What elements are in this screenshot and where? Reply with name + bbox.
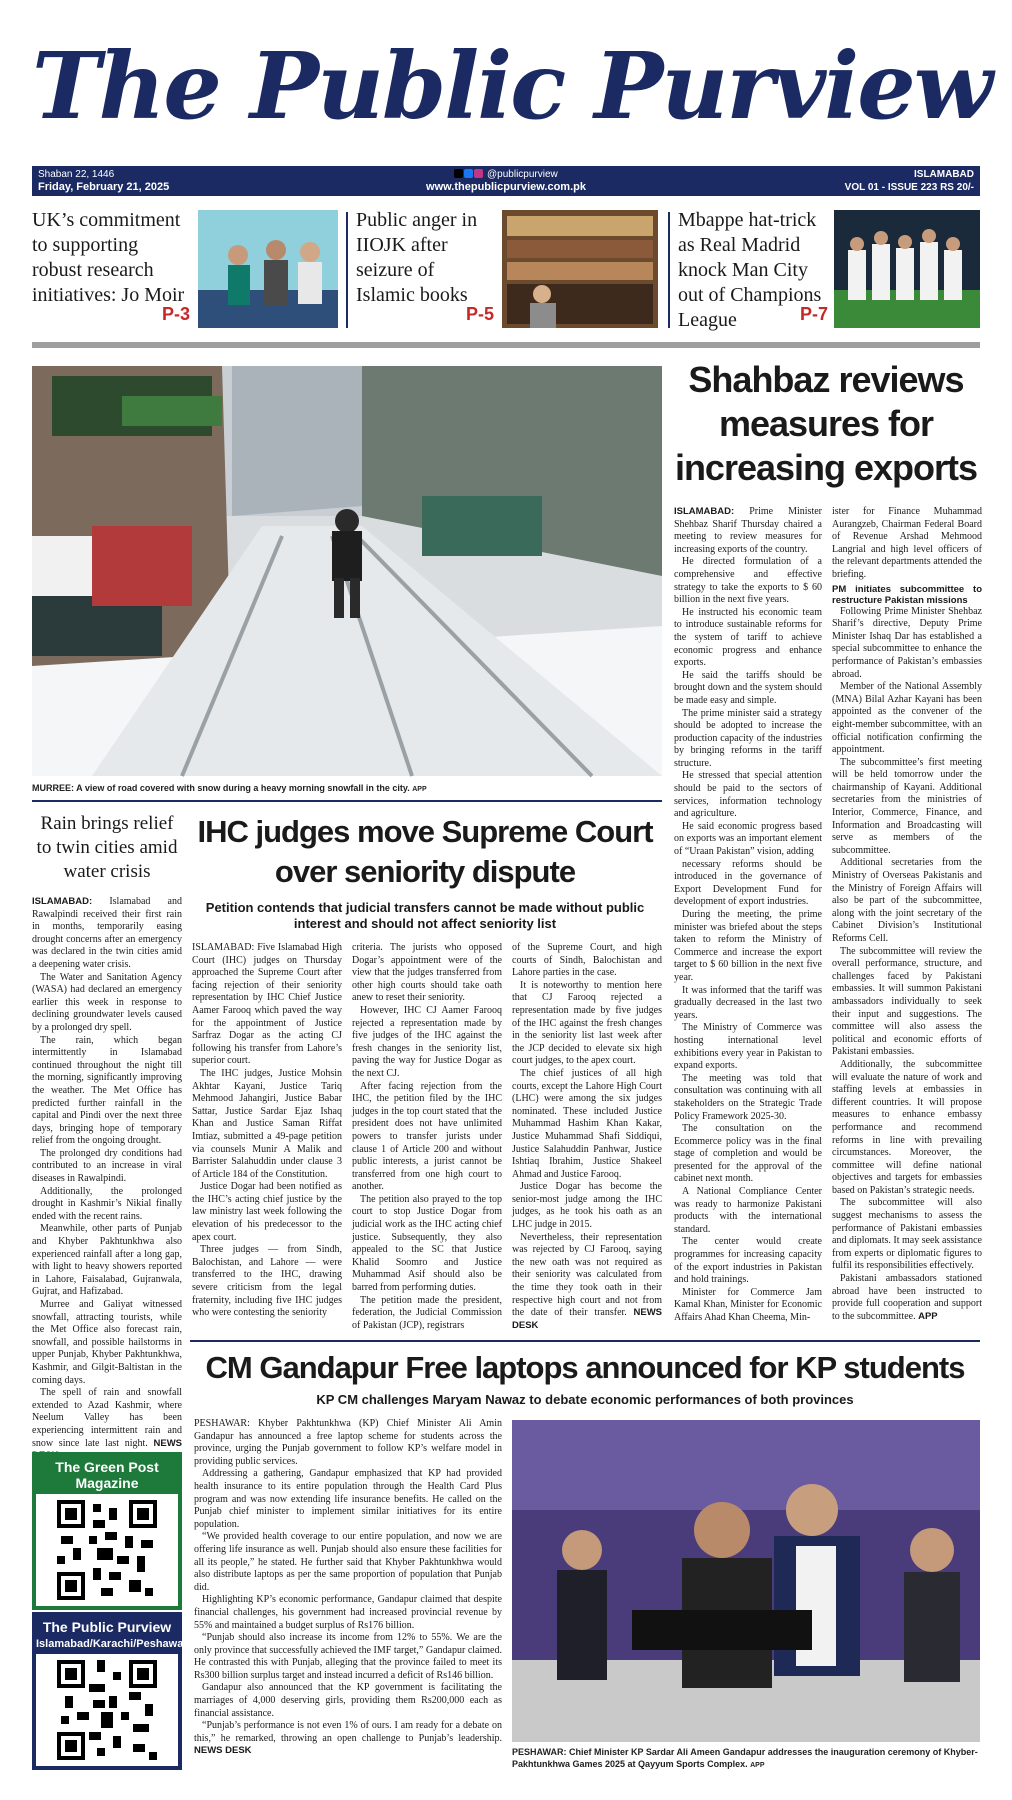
article-paragraph: Additionally, the subcommittee will evaluate the nature of work and staffing levels at embassies in different countries. It will propose measures to enhance embassy performance and recommend reforms in line with prevailing circumstances. Moreover, the committee will define national objectives and targets for embassies based on Pakistan’s strategic needs. — [832, 1058, 982, 1196]
article-paragraph: He instructed his economic team to introduce sustainable reforms for the system of tariff to achieve economic progress and enhance exports. — [674, 606, 822, 669]
article-paragraph: “Punjab should also increase its income from 12% to 55%. We are the only province that successfully achieved the IMF target,” Gandapur claimed. He contrasted this with Punjab, alleging that the province failed to meet its Rs300 billion surplus target and instead incurred a deficit of Rs146 billion. — [194, 1632, 502, 1681]
facebook-icon[interactable] — [464, 169, 473, 178]
lead-photo — [32, 366, 662, 776]
ihc-column-2 — [352, 942, 502, 1336]
article-paragraph: Minister for Commerce Jam Kamal Khan, Minister for Economic Affairs Ahad Khan Cheema, Min- — [674, 1286, 822, 1323]
cm-subheadline: KP CM challenges Maryam Nawaz to debate economic performances of both provinces — [316, 1392, 854, 1407]
article-paragraph: It was informed that the tariff was gradually decreased in the last two years. — [674, 984, 822, 1021]
article-paragraph: A National Compliance Center was ready to harmonize Pakistani products with the international standard. — [674, 1186, 822, 1235]
dateline: ISLAMABAD: — [674, 506, 735, 517]
shahbaz-column-2 — [832, 506, 982, 1332]
article-paragraph: ISLAMABAD: Prime Minister Shehbaz Sharif Thursday chaired a meeting to review measures for increasing exports of the country. — [674, 506, 822, 555]
social-handle-row — [32, 168, 980, 181]
caption-credit: APP — [412, 786, 427, 793]
article-paragraph: However, IHC CJ Aamer Farooq rejected a representation made by five judges of the IHC against the fresh changes in the seniority list, paving the way for Justice Dogar as the next CJ. — [352, 1004, 502, 1079]
article-paragraph: ISLAMABAD: Five Islamabad High Court (IHC) judges on Thursday approached the Supreme Court after facing rejection of their seniority representation by IHC Chief Justice Aamer Farooq which paved the way for the appointment of Justice Sarfraz Dogar as the acting CJ following his transfer from Lahore’s superior court. — [192, 942, 342, 1067]
article-paragraph: Following Prime Minister Shehbaz Sharif’s directive, Deputy Prime Minister Ishaq Dar has established a special subcommittee to enhance the performance of Pakistan’s embassies abroad. — [832, 605, 982, 680]
article-paragraph: Highlighting KP’s economic performance, Gandapur claimed that despite financial challenges, his government had increased provincial revenue by 55% and maintained a budget surplus of Rs176 billion. — [194, 1594, 502, 1631]
qr-box-public-purview[interactable] — [32, 1612, 188, 1770]
article-paragraph: necessary reforms should be introduced in the governance of Export Development Fund for development of export industries. — [674, 858, 822, 908]
article-paragraph: During the meeting, the prime minister was briefed about the steps taken to reform the Ministry of Commerce and increase the export target to $ 60 billion in the next five year. — [674, 909, 822, 983]
article-subhead: PM initiates subcommittee to restructure Pakistan missions — [832, 583, 982, 606]
article-paragraph: The prolonged dry conditions had contributed to an increase in viral diseases in Rawalpindi. — [32, 1147, 182, 1185]
cm-headline[interactable]: CM Gandapur Free laptops announced for KP students — [205, 1350, 965, 1385]
info-bar-right — [845, 168, 974, 194]
article-paragraph: Additionally, the prolonged drought in Kashmir’s Nikial finally ended with the recent rains. — [32, 1185, 182, 1222]
qr-box-title: The Public Purview — [42, 1619, 172, 1635]
article-paragraph: He stressed that special attention should be paid to the sectors of services, information technology and agriculture. — [674, 770, 822, 820]
article-paragraph: After facing rejection from the IHC, the petition filed by the IHC judges in the top court stated that the president does not have unlimited powers to transfer jurists under clause 1 of Article 200 and without public interests, a jurist cannot be transferred from one high court to another. — [352, 1080, 502, 1193]
press-conference-photo — [512, 1420, 980, 1742]
ihc-column-1 — [192, 942, 342, 1336]
teaser-3[interactable] — [678, 208, 980, 334]
caption-credit: APP — [750, 1762, 765, 1769]
article-paragraph: Gandapur also announced that the KP government is facilitating the marriages of 4,000 deserving girls, providing them Rs200,000 each as financial assistance. — [194, 1682, 502, 1719]
article-paragraph: criteria. The jurists who opposed Dogar’s appointment were of the view that the judges transferred from other high courts should take oath anew to reset their seniority. — [352, 942, 502, 1004]
article-paragraph: It is noteworthy to mention here that CJ Farooq rejected a representation made by five judges of the IHC against the fresh changes in the seniority list last week after the JCP decided to elevate six high court judges, to the apex court. — [512, 979, 662, 1067]
article-paragraph: The chief justices of all high courts, except the Lahore High Court (LHC) were among the six judges nominated. These included Justice Muhammad Hashim Khan Kakar, Justice Muhammad Shafi Siddiqui, Justice Salahuddin Panhwar, Justice Ishtiaq Ibrahim, Justice Shakeel Ahmad and Justice Farooq. — [512, 1067, 662, 1180]
teaser-photo-books — [502, 210, 658, 328]
caption-text: MURREE: A view of road covered with snow during a heavy morning snowfall in the city. — [32, 783, 410, 793]
website-link[interactable]: www.thepublicpurview.com.pk — [426, 181, 586, 193]
article-paragraph: The subcommittee will also suggest mechanisms to assess the performance of Pakistani embassies and diplomats. It may seek assistance from experts or diplomatic figures to fulfil its responsibilities effectively. — [832, 1197, 982, 1272]
teaser-page: P-3 — [162, 304, 191, 324]
article-paragraph: The center would create programmes for increasing capacity of the export industries in Pakistan and hold trainings. — [674, 1236, 822, 1286]
teaser-divider — [346, 212, 348, 328]
teaser-headline[interactable]: UK’s commitment to supporting robust research initiatives: Jo Moir — [32, 209, 185, 306]
article-paragraph: The petition made the president, federation, the Judicial Commission of Pakistan (JCP), registrars — [352, 1294, 502, 1331]
article-paragraph: He said the tariffs should be brought down and the system should be made easy and simple. — [674, 669, 822, 706]
article-paragraph: ISLAMABAD: Islamabad and Rawalpindi received their first rain in months, temporarily easing drought concerns after an emergency was declared in the twin cities amid a deepening water crisis. — [32, 896, 182, 970]
snow-road-photo — [32, 366, 662, 776]
signoff: NEWS DESK — [512, 1307, 663, 1331]
article-paragraph: Additional secretaries from the Ministry of Overseas Pakistanis and the Ministry of Foreign Affairs will also be part of the subcommittee, along with the joint secretary of the Cabinet Division’s Institutional Reforms Cell. — [832, 857, 982, 944]
article-paragraph: The subcommittee will review the overall performance, structure, and challenges faced by Pakistani embassies. It will summon Pakistani ambassadors individually to seek their input and suggestions. The committee will also assess the political and economic efforts of Pakistani embassies. — [832, 945, 982, 1058]
article-paragraph: Nevertheless, their representation was rejected by CJ Farooq, saying the new oath was not required as their seniority was calculated from the time they took oath in their respective high court and not from the date of their transfer. NEWS DESK — [512, 1231, 663, 1331]
teaser-1[interactable] — [32, 208, 338, 334]
qr-code-icon[interactable] — [57, 1660, 157, 1760]
qr-box-subtitle: Islamabad/Karachi/Peshawar — [36, 1638, 188, 1650]
section-divider — [190, 1340, 980, 1342]
article-paragraph: “We provided health coverage to our entire population, and now we are offering life insurance as well. Punjab should also ensure these facilities for all its people,” he stated. He further said that Khyber Pakhtunkhwa would also distribute laptops as per the same proportion of population that Punjab did. — [194, 1531, 502, 1593]
article-paragraph: The Water and Sanitation Agency (WASA) had declared an emergency earlier this week in response to declining groundwater levels caused by a prolonged dry spell. — [32, 971, 182, 1033]
cm-photo — [512, 1420, 980, 1742]
teaser-page: P-5 — [466, 304, 495, 324]
shahbaz-headline[interactable]: Shahbaz reviews measures for increasing exports — [674, 359, 978, 488]
cm-photo-caption — [512, 1746, 980, 1772]
lead-photo-caption — [32, 782, 662, 796]
article-paragraph: Justice Dogar had been notified as the IHC’s acting chief justice by the law ministry last week following the elevation of his predecessor to the apex court. — [192, 1181, 342, 1243]
article-paragraph: The IHC judges, Justice Mohsin Akhtar Kayani, Justice Tariq Mehmood Jahangiri, Justice Babar Sattar, Justice Sardar Ejaz Ishaq Khan and Justice Saman Riffat Imtiaz, submitted a 49-page petition via counsels Munir A Malik and Barrister Salahuddin under clause 3 of Article 184 of the Constitution. — [192, 1067, 342, 1180]
newspaper-title: The Public Purview — [32, 32, 991, 140]
instagram-icon[interactable] — [474, 169, 483, 178]
ihc-headline[interactable]: IHC judges move Supreme Court over seniority dispute — [197, 814, 653, 889]
caption-text: PESHAWAR: Chief Minister KP Sardar Ali Ameen Gandapur addresses the inauguration ceremony of Khyber-Pakhtunkhwa Games 2025 at Qayyum Sports Complex. — [512, 1747, 978, 1769]
teaser-photo-football — [834, 210, 980, 328]
article-paragraph: of the Supreme Court, and high courts of Sindh, Balochistan and Lahore parties in the case. — [512, 942, 662, 979]
qr-box-green-post[interactable] — [32, 1452, 182, 1610]
dateline: ISLAMABAD: — [32, 896, 93, 907]
article-paragraph: He said economic progress based on exports was an important element of “Uraan Pakistan” vision, adding — [674, 820, 822, 858]
article-paragraph: Three judges — from Sindh, Balochistan, and Lahore — were transferred to the IHC, drawing severe criticism from the legal fraternity, including five IHC judges who were contesting the seniority — [192, 1244, 342, 1319]
article-paragraph: The rain, which began intermittently in Islamabad continued throughout the night till the morning, significantly improving the weather. The Met Office has predicted further rainfall in the capital and Pindi over the next three days, bringing hope of temporary relief from the ongoing drought. — [32, 1034, 182, 1147]
social-handle[interactable]: @publicpurview — [487, 169, 558, 180]
article-paragraph: The meeting was told that consultation was continuing with all stakeholders on the Strategic Trade Policy Framework 2025-30. — [674, 1072, 822, 1122]
article-paragraph: The Ministry of Commerce was hosting international level exhibitions every year in Pakistan to expand exports. — [674, 1022, 822, 1072]
teaser-page: P-7 — [800, 304, 829, 324]
article-paragraph: Addressing a gathering, Gandapur emphasized that KP had provided health insurance to its entire population through the Health Card Plus program and was now extending life insurance benefits. He called on the Punjab chief minister to implement similar initiatives for its entire population. — [194, 1468, 502, 1530]
signoff: NEWS DESK — [194, 1745, 252, 1757]
article-paragraph: The petition also prayed to the top court to stop Justice Dogar from judicial work as the IHC acting chief justice. Subsequently, they also appealed to the SC that Justice Khalid Soomro and Justice Muhammad Asif should also be barred from performing duties. — [352, 1193, 502, 1294]
qr-box-title: The Green Post Magazine — [55, 1459, 159, 1491]
section-divider — [32, 342, 980, 348]
article-paragraph: The subcommittee’s first meeting will be held tomorrow under the chairmanship of Kayani. Additional secretaries from the ministries of Interior, Commerce, Finance, and Information and Broadcasting will serve as members of the subcommittee. — [832, 756, 982, 856]
article-paragraph: The consultation on the Ecommerce policy was in the final stage of completion and would be presented for the approval of the cabinet next month. — [674, 1123, 822, 1185]
article-paragraph: He directed formulation of a comprehensive and effective strategy to take the exports to $ 60 billion in the next five years. — [674, 556, 822, 606]
hijri-date: Shaban 22, 1446 — [38, 169, 115, 180]
article-paragraph: Meanwhile, other parts of Punjab and Khyber Pakhtunkhwa also experienced rainfall after a long gap, with light to heavy showers reported in Lahore, Faisalabad, Gujranwala, Gujrat, and Hafizabad. — [32, 1223, 182, 1298]
teaser-photo-panel — [198, 210, 338, 328]
article-paragraph: Member of the National Assembly (MNA) Bilal Azhar Kayani has been appointed as the convener of the eight-member subcommittee, with an official notification confirming the appointment. — [832, 681, 982, 756]
teaser-headline[interactable]: Mbappe hat-trick as Real Madrid knock Man City out of Champions League — [678, 209, 822, 331]
article-paragraph: PESHAWAR: Khyber Pakhtunkhwa (KP) Chief Minister Ali Amin Gandapur has announced a free laptop scheme for students across the province, urging the Punjab government to follow KP’s welfare model in providing public services. — [194, 1418, 502, 1467]
rain-column — [32, 896, 183, 1449]
teaser-divider — [668, 212, 670, 328]
signoff: APP — [918, 1310, 938, 1322]
article-paragraph: Justice Dogar has become the senior-most judge among the IHC judges, as he took his oath as an LHC judge in 2015. — [512, 1181, 662, 1231]
teaser-2[interactable] — [356, 208, 660, 334]
shahbaz-column-1 — [674, 506, 822, 1332]
signoff: NEWS — [153, 1437, 183, 1449]
rain-headline[interactable]: Rain brings relief to twin cities amid water crisis — [36, 813, 178, 882]
x-icon[interactable] — [454, 169, 463, 178]
article-paragraph: “Punjab’s performance is not even 1% of ours. I am ready for a debate on this,” he remarked, throwing an open challenge to Punjab’s leadership. NEWS DESK — [194, 1720, 502, 1757]
article-paragraph: Murree and Galiyat witnessed snowfall, attracting tourists, while the Met Office also forecast rain, snowfall, and possible hailstorms in upper Punjab, Khyber Pakhtunkhwa, Kashmir, and Gilgit-Baltistan in the coming days. — [32, 1299, 182, 1386]
article-paragraph: ister for Finance Muhammad Aurangzeb, Chairman Federal Board of Revenue Arshad Mehmood Langrial and high level officers of the relevant departments attended the briefing. — [832, 506, 982, 580]
article-paragraph: The spell of rain and snowfall extended to Azad Kashmir, where Neelum Valley has been experiencing intermittent rain and snow since late last night. NEWS — [32, 1387, 182, 1463]
article-paragraph: The prime minister said a strategy should be adopted to increase the production capacity of the industries by bringing reforms in the tariff structure. — [674, 707, 822, 769]
edition-date: Friday, February 21, 2025 — [38, 181, 170, 193]
info-bar — [32, 166, 980, 196]
teaser-headline[interactable]: Public anger in IIOJK after seizure of Islamic books — [356, 209, 478, 306]
qr-code-icon[interactable] — [57, 1500, 157, 1600]
ihc-column-3 — [512, 942, 662, 1336]
info-bar-center — [32, 168, 980, 194]
article-paragraph: Pakistani ambassadors stationed abroad have been instructed to provide full cooperation and support to the subcommittee. APP — [832, 1273, 982, 1322]
ihc-subheadline: Petition contends that judicial transfers cannot be made without public interest and should not affect seniority list — [205, 900, 645, 931]
section-divider — [32, 800, 662, 802]
edition-city: ISLAMABAD — [914, 169, 974, 180]
masthead — [32, 22, 991, 152]
cm-column — [194, 1418, 502, 1774]
issue-info: VOL 01 - ISSUE 223 RS 20/- — [844, 182, 974, 193]
